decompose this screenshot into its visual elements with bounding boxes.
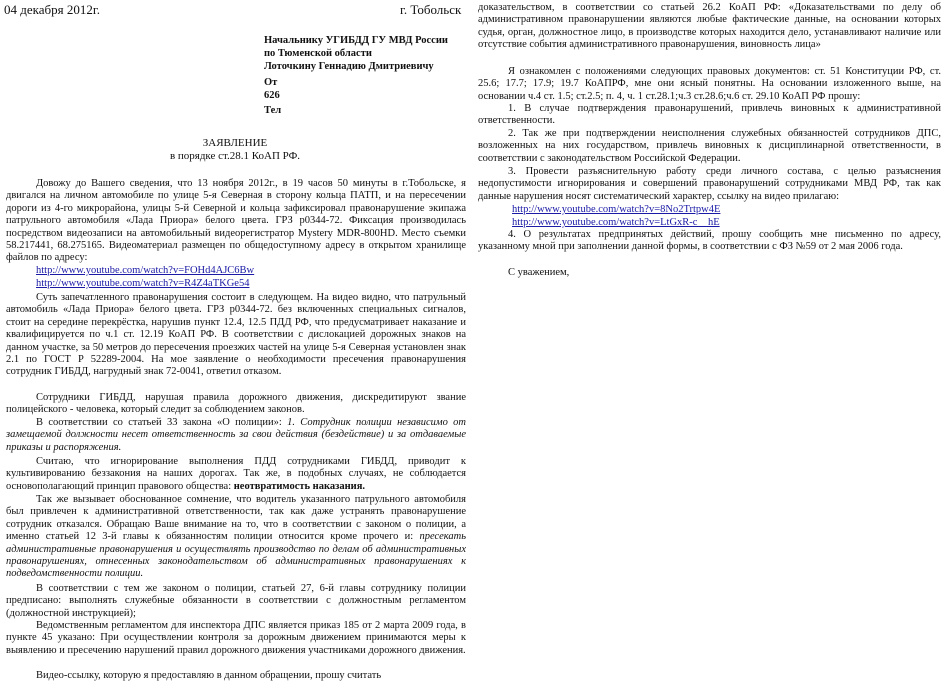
document-date: 04 декабря 2012г.	[4, 2, 100, 17]
paragraph-doubt	[6, 494, 466, 581]
video-link-4[interactable]: http://www.youtube.com/watch?v=LtGxR-c__hE	[512, 217, 720, 228]
addressee-line-1: Начальнику УГИБДД ГУ МВД России	[264, 35, 448, 46]
police-law-intro: В соответствии со статьей 33 закона «О полиции»:	[36, 417, 288, 428]
paragraph-evidence-definition: доказательством, в соответствии со статьей 26.2 КоАП РФ: «Доказательствами по делу об административном правонарушении являются любые фактические данные, на основании которых судья, орган, должностное лицо, в производстве которых находится дело, устанавливают наличие или отсутствие события административного правонарушения, виновность лица»	[478, 2, 941, 51]
document-subtitle: в порядке ст.28.1 КоАП РФ.	[169, 150, 301, 162]
sender-number: 626	[264, 90, 280, 101]
paragraph-lawlessness	[6, 456, 466, 493]
video-link-1[interactable]: http://www.youtube.com/watch?v=FOHd4AJC6Bw	[36, 265, 255, 276]
doubt-quote: пресекать административные правонарушения и осуществлять производство по делам об административных правонарушениях, отнесенных законодательством об административных правонарушениях к подведомственности полиции.	[6, 531, 466, 580]
paragraph-discredit: Сотрудники ГИБДД, нарушая правила дорожного движения, дискредитируют звание полицейского - человека, который следит за соблюдением законов.	[6, 392, 466, 416]
sender-phone: Тел	[264, 105, 282, 116]
addressee-line-3: Лоточкину Геннадию Дмитриевичу	[264, 61, 434, 72]
paragraph-violation: Суть запечатленного правонарушения состоит в следующем. На видео видно, что патрульный автомобиль «Лада Приора» белого цвета. ГРЗ р0344-72. без включенных специальных сигналов, стоит на середине перекрёстка, нарушив пункт 12.4, 12.5 ПДД РФ, что предусматривает наказание и квалифицируется по ч.1 ст. 12.19 КоАП РФ. В соответствии с дислокацией дорожных знаков на данном участке, за 50 метров до пересечения проезжих частей на улице 5-я Северная установлен знак 2.1 по ГОСТ Р 52289-2004. На мое заявление о необходимости пресечения правонарушения сотрудник ГИБДД, нагрудный знак 72-0041, ответил отказом.	[6, 292, 466, 378]
document-title: ЗАЯВЛЕНИЕ	[202, 137, 268, 149]
paragraph-article-27: В соответствии с тем же законом о полиции, статьей 27, 6-й главы сотруднику полиции предписано: выполнять служебные обязанности в соответствии с должностным регламентом (должностной инструкцией);	[6, 583, 466, 619]
sender-from: От	[264, 77, 278, 88]
paragraph-acknowledgement: Я ознакомлен с положениями следующих правовых документов: ст. 51 Конституции РФ, ст. 25.6; 17.7; 17.9; 19.7 КоАПРФ, мне они ясный понятны. На основании изложенного выше, на основании ч.4 ст. 1.5; ст.2.5; п. 4, ч. 1 ст.28.1;ч.3 ст.28.6;ч.6 ст. 29.10 КоАП РФ прошу:	[478, 66, 941, 102]
doubt-text: Так же вызывает обоснованное сомнение, что водитель указанного патрульного автомобиля был привлечен к административной ответственности, так как даже устранять правонарушение сотрудник отказался. Обращаю Ваше внимание на то, что в соответствии с законом о полиции, а именно статьей 12 3-й главы к обязанностям полиции относится кроме прочего и:	[6, 494, 466, 543]
paragraph-police-law	[6, 417, 466, 454]
police-law-quote: 1. Сотрудник полиции независимо от замещаемой должности несет ответственность за свои действия (бездействие) и за отдаваемые приказы и распоряжения.	[6, 417, 466, 453]
paragraph-regulation: Ведомственным регламентом для инспектора ДПС является приказ 185 от 2 марта 2009 года, в пункте 45 указано: При осуществлении контроля за дорожным движением принимаются меры к выявлению и пресечению нарушений правил дорожного движения участниками дорожного движения.	[6, 620, 466, 656]
closing-regards: С уважением,	[508, 267, 570, 278]
addressee-line-2: по Тюменской области	[264, 48, 372, 59]
document-city: г. Тобольск	[400, 2, 462, 17]
request-item-3: 3. Провести разъяснительную работу среди личного состава, с целью разъяснения недопустимости игнорирования и совершений правонарушений сотрудниками МВД РФ, так как данные нарушения носят систематический характер, ссылку на видео прилагаю:	[478, 166, 941, 202]
lawlessness-text: Считаю, что игнорирование выполнения ПДД сотрудниками ГИБДД, приводит к культивированию беззакония на наших дорогах. Так же, в подобных случаях, не соблюдается основополагающий принцип правового общества:	[6, 456, 466, 492]
request-item-4: 4. О результатах предпринятых действий, прошу сообщить мне письменно по адресу, указанному мной при заполнении данной формы, в соответствии с ФЗ №59 от 2 мая 2006 года.	[478, 229, 941, 253]
video-link-3[interactable]: http://www.youtube.com/watch?v=8No2Trtpw4E	[512, 204, 721, 215]
paragraph-video-evidence: Видео-ссылку, которую я предоставляю в данном обращении, прошу считать	[36, 670, 382, 681]
video-link-2[interactable]: http://www.youtube.com/watch?v=R4Z4aTKGe54	[36, 278, 250, 289]
lawlessness-emphasis: неотвратимость наказания.	[233, 480, 365, 492]
request-item-2: 2. Так же при подтверждении неисполнения служебных обязанностей сотрудников ДПС, возложенных на них государством, привлечь виновных к дисциплинарной ответственности, в соответствии с законодательством Российской Федерации.	[478, 128, 941, 164]
request-item-1: 1. В случае подтверждения правонарушений, привлечь виновных к административной ответственности.	[478, 103, 941, 127]
paragraph-incident: Довожу до Вашего сведения, что 13 ноября 2012г., в 19 часов 50 минуты в г.Тобольске, я двигался на личном автомобиле по улице 5-я Северная в сторону кольца ПАТП, и на пересечении дороги из 4-го микрорайона, улицы 5-й Северной и кольца зафиксировал правонарушение экипажа патрульного автомобиля «Лада Приора» белого цвета. ГРЗ р0344-72. Фиксация производилась посредством видеозаписи на автомобильный видеорегистратор Mystery MDR-800HD. Место съемки 58.217441, 68.275165. Видеоматериал размещен по общедоступному адресу в открытом хранилище файлов по адресу:	[6, 178, 466, 264]
